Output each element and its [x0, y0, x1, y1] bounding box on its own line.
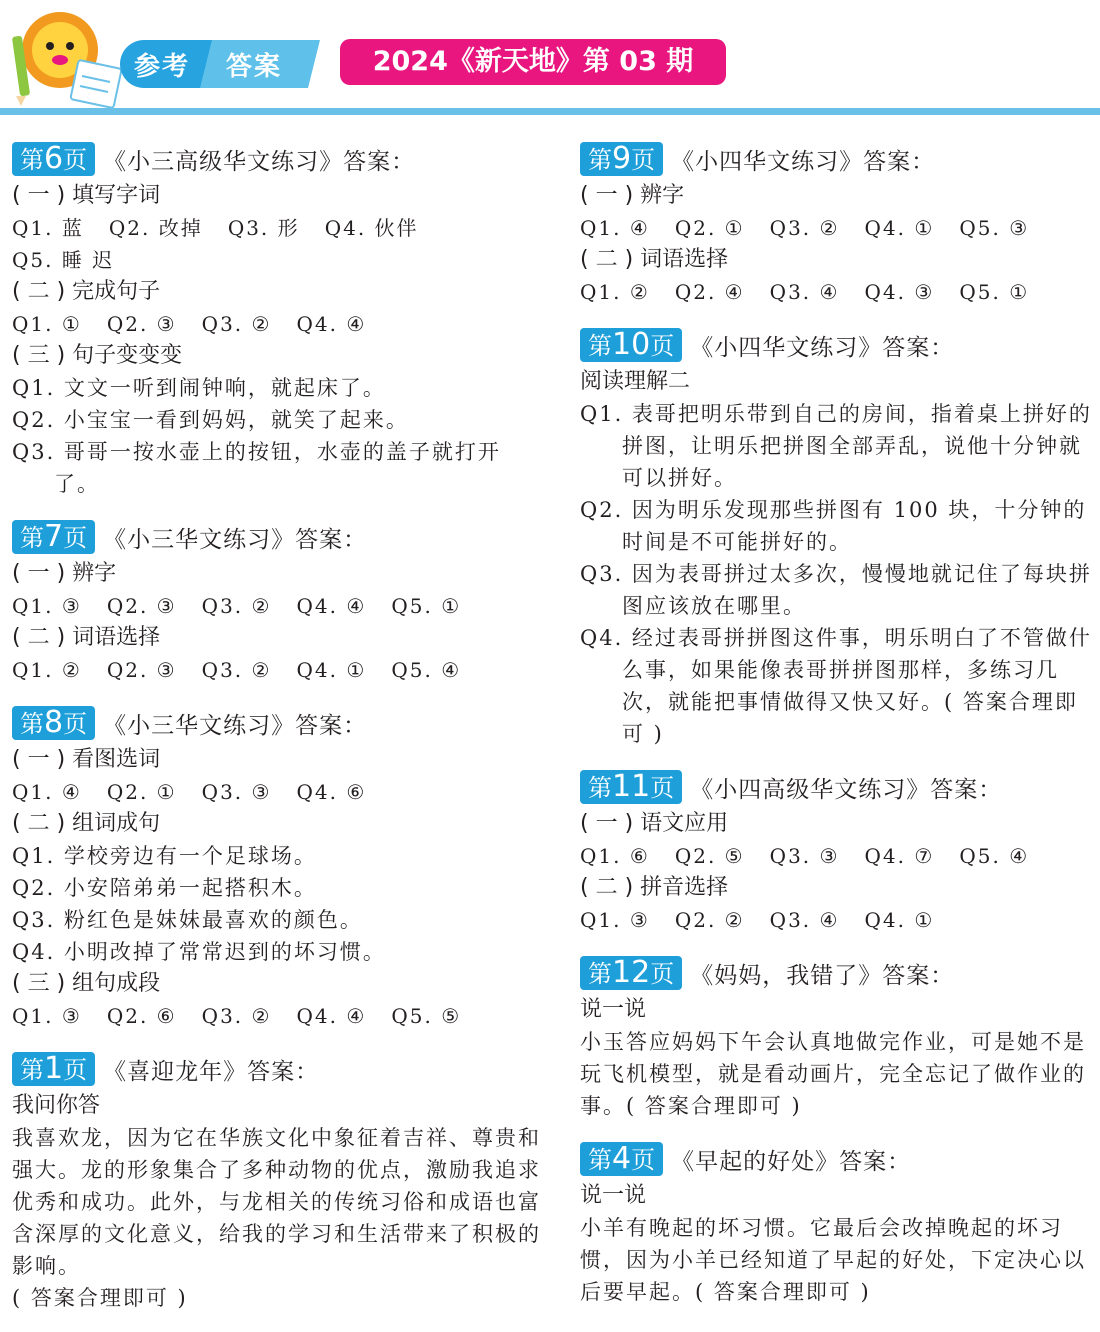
answer-item: Q2. 小安陪弟弟一起搭积木。	[12, 876, 317, 900]
answer-item: Q1. 学校旁边有一个足球场。	[12, 844, 317, 868]
header	[0, 0, 1100, 118]
answer-line: Q1. ③ Q2. ② Q3. ④ Q4. ①	[580, 908, 935, 932]
section-title: 《小三高级华文练习》答案：	[103, 148, 416, 175]
section-page-10	[580, 326, 1092, 750]
section-page-9	[580, 140, 1092, 308]
section-title: 《早起的好处》答案：	[671, 1148, 912, 1175]
issue-title: 2024《新天地》第 03 期	[340, 39, 726, 85]
answer-item: Q1. 表哥把明乐带到自己的房间，指着桌上拼好的拼图，让明乐把拼图全部弄乱，说他十分钟就可以拼好。	[580, 402, 1092, 490]
section-header	[580, 1140, 1092, 1178]
subheading: ( 一 ) 辨字	[580, 183, 685, 208]
subheading: ( 二 ) 词语选择	[580, 247, 729, 272]
section-title: 《小四华文练习》答案：	[671, 148, 936, 175]
page-badge: 第10页	[580, 328, 682, 362]
answer-line: Q1. ⑥ Q2. ⑤ Q3. ③ Q4. ⑦ Q5. ④	[580, 844, 1030, 868]
subheading: ( 二 ) 词语选择	[12, 625, 161, 650]
subheading: 我问你答	[12, 1093, 101, 1118]
page-badge: 第8页	[12, 706, 95, 740]
section-header	[580, 140, 1092, 178]
subheading: 说一说	[580, 997, 647, 1022]
section-title: 《小四高级华文练习》答案：	[690, 776, 1003, 803]
answer-item: Q3. 因为表哥拼过太多次，慢慢地就记住了每块拼图应该放在哪里。	[580, 562, 1092, 618]
answer-line: Q1. ② Q2. ③ Q3. ② Q4. ① Q5. ④	[12, 658, 462, 682]
section-title: 《小三华文练习》答案：	[103, 712, 368, 739]
subheading: ( 一 ) 语文应用	[580, 811, 729, 836]
page-badge: 第12页	[580, 956, 682, 990]
section-page-6	[12, 140, 542, 500]
answer-item: Q1. 文文一听到闹钟响，就起床了。	[12, 376, 386, 400]
page-badge: 第4页	[580, 1142, 663, 1176]
section-page-12	[580, 954, 1092, 1122]
section-page-7	[12, 518, 542, 686]
answer-paragraph: 小羊有晚起的坏习惯。它最后会改掉晚起的坏习惯，因为小羊已经知道了早起的好处，下定决心以后要早起。( 答案合理即可 )	[580, 1216, 1086, 1304]
answer-paragraph: 小玉答应妈妈下午会认真地做完作业，可是她不是玩飞机模型，就是看动画片，完全忘记了做作业的事。( 答案合理即可 )	[580, 1030, 1086, 1118]
page-badge: 第1页	[12, 1052, 95, 1086]
page-badge: 第6页	[12, 142, 95, 176]
section-header	[12, 1050, 542, 1088]
answer-paragraph: 我喜欢龙，因为它在华族文化中象征着吉祥、尊贵和强大。龙的形象集合了多种动物的优点，激励我追求优秀和成功。此外，与龙相关的传统习俗和成语也富含深厚的文化意义，给我的学习和生活带来了积极的影响。	[12, 1126, 541, 1278]
section-header	[12, 518, 542, 556]
lion-mascot-icon	[12, 6, 132, 110]
answer-line: Q1. ③ Q2. ⑥ Q3. ② Q4. ④ Q5. ⑤	[12, 1004, 462, 1028]
subheading: ( 一 ) 辨字	[12, 561, 117, 586]
subheading: ( 一 ) 填写字词	[12, 183, 161, 208]
subheading: 说一说	[580, 1183, 647, 1208]
answer-item: Q2. 小宝宝一看到妈妈，就笑了起来。	[12, 408, 409, 432]
answer-line: Q1. ② Q2. ④ Q3. ④ Q4. ③ Q5. ①	[580, 280, 1030, 304]
answer-item: Q2. 因为明乐发现那些拼图有 100 块，十分钟的时间是不可能拼好的。	[580, 498, 1087, 554]
section-page-1	[12, 1050, 542, 1314]
subheading: ( 三 ) 句子变变变	[12, 343, 183, 368]
answer-item: Q4. 小明改掉了常常迟到的坏习惯。	[12, 940, 386, 964]
banner-text-ref: 参考	[134, 52, 191, 82]
section-title: 《妈妈，我错了》答案：	[690, 962, 955, 989]
section-page-11	[580, 768, 1092, 936]
section-header	[12, 704, 542, 742]
banner-text-answer: 答案	[226, 52, 283, 82]
subheading: ( 二 ) 组词成句	[12, 811, 161, 836]
answer-item: Q3. 粉红色是妹妹最喜欢的颜色。	[12, 908, 363, 932]
section-header	[580, 768, 1092, 806]
subheading: ( 二 ) 拼音选择	[580, 875, 729, 900]
subheading: 阅读理解二	[580, 369, 691, 394]
section-title: 《小三华文练习》答案：	[103, 526, 368, 553]
section-header	[580, 326, 1092, 364]
section-page-8	[12, 704, 542, 1032]
section-header	[580, 954, 1092, 992]
answer-line: Q5. 睡 迟	[12, 248, 115, 272]
subheading: ( 一 ) 看图选词	[12, 747, 161, 772]
answer-item: Q4. 经过表哥拼拼图这件事，明乐明白了不管做什么事，如果能像表哥拼拼图那样，多练习几次，就能把事情做得又快又好。( 答案合理即可 )	[580, 626, 1092, 746]
answer-note: ( 答案合理即可 )	[12, 1286, 188, 1310]
header-divider	[0, 108, 1100, 115]
right-column	[580, 140, 1092, 1326]
answer-line: Q1. ① Q2. ③ Q3. ② Q4. ④	[12, 312, 367, 336]
page-badge: 第7页	[12, 520, 95, 554]
answer-line: Q1. ③ Q2. ③ Q3. ② Q4. ④ Q5. ①	[12, 594, 462, 618]
answer-item: Q3. 哥哥一按水壶上的按钮，水壶的盖子就打开了。	[12, 440, 501, 496]
answer-line: Q1. 蓝 Q2. 改掉 Q3. 形 Q4. 伙伴	[12, 216, 419, 240]
reference-answer-banner	[120, 40, 314, 88]
left-column	[12, 140, 542, 1332]
subheading: ( 二 ) 完成句子	[12, 279, 161, 304]
page-badge: 第9页	[580, 142, 663, 176]
section-title: 《小四华文练习》答案：	[690, 334, 955, 361]
subheading: ( 三 ) 组句成段	[12, 971, 161, 996]
section-title: 《喜迎龙年》答案：	[103, 1058, 320, 1085]
answer-line: Q1. ④ Q2. ① Q3. ② Q4. ① Q5. ③	[580, 216, 1030, 240]
page-badge: 第11页	[580, 770, 682, 804]
answer-line: Q1. ④ Q2. ① Q3. ③ Q4. ⑥	[12, 780, 367, 804]
section-page-4	[580, 1140, 1092, 1308]
section-header	[12, 140, 542, 178]
